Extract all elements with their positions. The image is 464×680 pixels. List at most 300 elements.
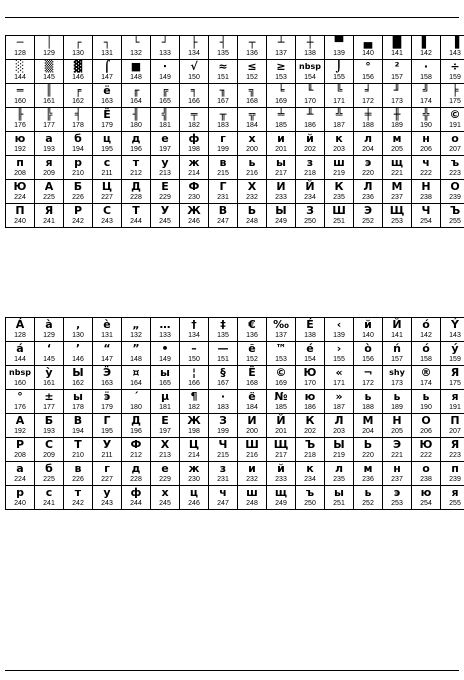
char-glyph: у (103, 486, 111, 499)
char-cell (354, 414, 383, 438)
char-code: 176 (14, 404, 26, 411)
char-code: 192 (14, 146, 26, 153)
char-cell (151, 318, 180, 342)
char-cell (441, 366, 464, 390)
char-cell (93, 108, 122, 132)
char-cell (325, 318, 354, 342)
char-code: 175 (449, 98, 461, 105)
char-glyph: Г (103, 414, 111, 427)
char-code: 159 (449, 356, 461, 363)
char-code: 174 (420, 380, 432, 387)
char-code: 139 (333, 50, 345, 57)
char-code: 213 (159, 452, 171, 459)
char-glyph: и (248, 462, 256, 475)
char-glyph: б (45, 462, 53, 475)
char-cell (122, 414, 151, 438)
char-cell (325, 36, 354, 60)
char-cell (383, 486, 412, 510)
char-code: 144 (14, 356, 26, 363)
char-code: 195 (101, 428, 113, 435)
char-glyph: к (335, 132, 343, 145)
char-code: 147 (101, 74, 113, 81)
char-glyph: Ю (419, 438, 433, 451)
char-code: 192 (14, 428, 26, 435)
table-row (6, 84, 464, 108)
char-code: 179 (101, 122, 113, 129)
char-glyph: п (451, 462, 459, 475)
char-glyph: ┌ (74, 36, 82, 49)
char-code: 212 (130, 170, 142, 177)
char-cell (35, 156, 64, 180)
char-cell (267, 366, 296, 390)
char-cell (238, 342, 267, 366)
char-code: 214 (188, 452, 200, 459)
char-code: 200 (246, 146, 258, 153)
char-glyph: ы (160, 366, 170, 379)
char-cell (354, 486, 383, 510)
char-code: 131 (101, 332, 113, 339)
char-glyph: О (421, 414, 431, 427)
char-cell (209, 390, 238, 414)
bottom-rule (5, 670, 459, 671)
char-glyph: л (363, 132, 373, 145)
char-cell (296, 390, 325, 414)
char-code: 191 (449, 122, 461, 129)
char-code: 138 (304, 332, 316, 339)
char-code: 248 (246, 500, 258, 507)
char-code: 172 (362, 380, 374, 387)
char-code: 162 (72, 380, 84, 387)
char-code: 253 (391, 500, 403, 507)
char-cell (296, 414, 325, 438)
char-glyph: ╣ (161, 108, 169, 121)
char-code: 170 (304, 98, 316, 105)
char-code: 173 (391, 98, 403, 105)
char-cell (325, 180, 354, 204)
char-glyph: Д (131, 414, 141, 427)
char-glyph: Я (450, 366, 460, 379)
char-code: 144 (14, 74, 26, 81)
char-code: 235 (333, 194, 345, 201)
char-code: 218 (304, 452, 316, 459)
char-glyph: У (160, 204, 170, 217)
char-glyph: ▄ (363, 36, 373, 49)
char-glyph: Ч (218, 438, 228, 451)
char-glyph: ™ (275, 342, 287, 355)
char-glyph: ý (451, 342, 459, 355)
char-cell (354, 108, 383, 132)
table-row (6, 36, 464, 60)
char-code: 142 (420, 332, 432, 339)
char-glyph: √ (190, 60, 198, 73)
char-code: 185 (275, 404, 287, 411)
char-cell (383, 36, 412, 60)
char-code: 166 (188, 98, 200, 105)
char-cell (180, 462, 209, 486)
char-code: 237 (391, 476, 403, 483)
char-cell (354, 204, 383, 228)
char-glyph: ы (276, 156, 286, 169)
char-code: 209 (43, 452, 55, 459)
char-cell (93, 60, 122, 84)
char-cell (354, 438, 383, 462)
char-cell (441, 156, 464, 180)
char-glyph: э (364, 156, 372, 169)
char-code: 128 (14, 50, 26, 57)
char-cell (122, 366, 151, 390)
char-cell (180, 366, 209, 390)
char-cell (238, 84, 267, 108)
char-cell (238, 156, 267, 180)
char-cell (267, 462, 296, 486)
char-code: 250 (304, 218, 316, 225)
char-cell (64, 204, 93, 228)
char-code: 253 (391, 218, 403, 225)
char-glyph: Б (44, 414, 54, 427)
char-glyph: ╘ (277, 84, 285, 97)
char-code: 208 (14, 452, 26, 459)
char-code: 134 (188, 50, 200, 57)
char-glyph: й (277, 462, 285, 475)
char-code: 199 (217, 428, 229, 435)
char-code: 216 (246, 452, 258, 459)
char-cell (209, 156, 238, 180)
char-glyph: Ъ (449, 204, 461, 217)
char-code: 234 (304, 476, 316, 483)
char-code: 213 (159, 170, 171, 177)
char-code: 201 (275, 428, 287, 435)
char-glyph: ╓ (132, 84, 140, 97)
char-cell (238, 462, 267, 486)
char-code: 175 (449, 380, 461, 387)
char-cell (441, 132, 464, 156)
char-code: 146 (72, 356, 84, 363)
char-code: 156 (362, 74, 374, 81)
char-code: 130 (72, 332, 84, 339)
char-cell (35, 84, 64, 108)
char-code: 146 (72, 74, 84, 81)
char-glyph: ╢ (132, 108, 140, 121)
char-cell (441, 462, 464, 486)
char-cell (180, 342, 209, 366)
char-code: 201 (275, 146, 287, 153)
char-glyph: т (74, 486, 82, 499)
char-cell (441, 36, 464, 60)
char-glyph: ╬ (422, 108, 430, 121)
char-cell (383, 414, 412, 438)
char-cell (412, 156, 441, 180)
char-code: 221 (391, 170, 403, 177)
char-cell (64, 132, 93, 156)
char-cell (64, 366, 93, 390)
char-cell (209, 180, 238, 204)
char-code: 228 (130, 194, 142, 201)
char-glyph: й (364, 318, 372, 331)
char-cell (296, 462, 325, 486)
char-code: 189 (391, 122, 403, 129)
char-glyph: Э (363, 204, 373, 217)
char-code: 168 (246, 98, 258, 105)
char-glyph: ó (422, 318, 430, 331)
char-cell (35, 108, 64, 132)
char-glyph: х (248, 132, 256, 145)
char-code: 231 (217, 194, 229, 201)
char-glyph: • (161, 342, 169, 355)
char-cell (354, 180, 383, 204)
char-glyph: Е (161, 180, 169, 193)
char-glyph: ╝ (422, 84, 430, 97)
char-code: 237 (391, 194, 403, 201)
char-code: 222 (420, 170, 432, 177)
char-glyph: § (220, 366, 226, 379)
char-cell (441, 180, 464, 204)
char-glyph: Ф (188, 180, 200, 193)
char-code: 174 (420, 98, 432, 105)
char-cell (325, 204, 354, 228)
char-cell (441, 60, 464, 84)
char-cell (180, 156, 209, 180)
char-code: 219 (333, 170, 345, 177)
char-cell (209, 462, 238, 486)
char-glyph: ф (188, 132, 200, 145)
char-code: 230 (188, 476, 200, 483)
char-glyph: з (219, 462, 227, 475)
char-glyph: Д (131, 180, 141, 193)
char-glyph: Ш (332, 204, 346, 217)
char-code: 190 (420, 404, 432, 411)
char-glyph: ь (364, 390, 372, 403)
char-code: 147 (101, 356, 113, 363)
char-glyph: ь (248, 156, 256, 169)
char-glyph: й (306, 132, 314, 145)
char-glyph: Й (276, 414, 286, 427)
char-cell (6, 486, 35, 510)
char-cell (325, 108, 354, 132)
char-cell (35, 36, 64, 60)
char-code: 134 (188, 332, 200, 339)
char-glyph: Р (15, 438, 25, 451)
char-glyph: ▐ (450, 36, 460, 49)
char-cell (296, 204, 325, 228)
char-code: 254 (420, 500, 432, 507)
char-cell (151, 36, 180, 60)
char-code: 149 (159, 356, 171, 363)
char-code: 136 (246, 50, 258, 57)
char-glyph: ю (14, 132, 26, 145)
table-row (6, 462, 464, 486)
char-code: 225 (43, 194, 55, 201)
char-glyph: ë (248, 390, 256, 403)
table-row (6, 132, 464, 156)
char-cell (122, 390, 151, 414)
char-cell (93, 36, 122, 60)
char-code: 198 (188, 428, 200, 435)
char-code: 183 (217, 122, 229, 129)
char-cell (180, 414, 209, 438)
char-cell (93, 180, 122, 204)
char-glyph: █ (392, 36, 402, 49)
char-glyph: р (74, 156, 82, 169)
char-cell (209, 342, 238, 366)
char-cell (180, 390, 209, 414)
char-code: 155 (333, 356, 345, 363)
char-glyph: ░ (15, 60, 25, 73)
char-glyph: € (248, 318, 256, 331)
char-cell (412, 390, 441, 414)
char-code: 195 (101, 146, 113, 153)
char-glyph: ╒ (74, 84, 82, 97)
char-cell (267, 342, 296, 366)
char-code: 194 (72, 428, 84, 435)
char-code: 203 (333, 146, 345, 153)
char-code: 150 (188, 74, 200, 81)
char-code: 242 (72, 218, 84, 225)
char-glyph: Н (421, 180, 431, 193)
char-glyph: ╤ (190, 108, 198, 121)
char-cell (267, 486, 296, 510)
char-glyph: ╕ (190, 84, 198, 97)
char-cell (35, 366, 64, 390)
char-code: 241 (43, 500, 55, 507)
char-glyph: Э (392, 438, 402, 451)
char-cell (35, 60, 64, 84)
char-glyph: ‰ (273, 318, 289, 331)
char-code: 169 (275, 380, 287, 387)
char-code: 164 (130, 98, 142, 105)
char-code: 239 (449, 194, 461, 201)
char-cell (441, 342, 464, 366)
char-glyph: Й (392, 318, 402, 331)
char-code: 234 (304, 194, 316, 201)
char-cell (325, 462, 354, 486)
char-cell (6, 132, 35, 156)
table-row (6, 156, 464, 180)
char-cell (383, 318, 412, 342)
char-glyph: И (247, 414, 257, 427)
char-glyph: ⌠ (103, 60, 111, 73)
char-glyph: о (451, 132, 459, 145)
char-glyph: ╩ (335, 108, 343, 121)
char-glyph: ¶ (190, 390, 198, 403)
char-cell (383, 462, 412, 486)
char-cell (93, 462, 122, 486)
char-glyph: ╪ (364, 108, 372, 121)
char-code: 153 (275, 74, 287, 81)
char-code: 154 (304, 356, 316, 363)
char-cell (122, 60, 151, 84)
char-code: 141 (391, 50, 403, 57)
char-code: 239 (449, 476, 461, 483)
char-code: 244 (130, 500, 142, 507)
char-cell (64, 438, 93, 462)
char-glyph: › (336, 342, 342, 355)
char-code: 158 (420, 356, 432, 363)
char-code: 221 (391, 452, 403, 459)
char-cell (238, 36, 267, 60)
char-cell (151, 204, 180, 228)
char-glyph: ▀ (334, 36, 344, 49)
char-code: 130 (72, 50, 84, 57)
char-cell (6, 366, 35, 390)
char-code: 222 (420, 452, 432, 459)
char-glyph: ╨ (306, 108, 314, 121)
table-row (6, 414, 464, 438)
char-cell (180, 318, 209, 342)
char-glyph: ¦ (191, 366, 197, 379)
char-cell (238, 390, 267, 414)
char-code: 206 (420, 146, 432, 153)
char-glyph: Ы (72, 366, 84, 379)
char-cell (93, 366, 122, 390)
char-code: 207 (449, 146, 461, 153)
char-glyph: Ë (248, 366, 256, 379)
char-cell (383, 438, 412, 462)
char-glyph: ─ (16, 36, 24, 49)
char-code: 211 (101, 452, 113, 459)
char-cell (93, 132, 122, 156)
char-code: 214 (188, 170, 200, 177)
char-cell (296, 84, 325, 108)
char-glyph: В (218, 204, 228, 217)
char-cell (35, 132, 64, 156)
char-code: 233 (275, 194, 287, 201)
char-glyph: ≈ (218, 60, 228, 73)
char-code: 211 (101, 170, 113, 177)
char-code: 212 (130, 452, 142, 459)
char-cell (180, 132, 209, 156)
char-code: 188 (362, 122, 374, 129)
char-cell (412, 180, 441, 204)
char-cell (354, 318, 383, 342)
char-code: 190 (420, 122, 432, 129)
char-code: 204 (362, 146, 374, 153)
char-code: 163 (101, 98, 113, 105)
char-code: 255 (449, 218, 461, 225)
char-cell (180, 60, 209, 84)
char-cell (64, 36, 93, 60)
table-row (6, 204, 464, 228)
char-glyph: ╦ (248, 108, 256, 121)
table-row (6, 486, 464, 510)
char-code: 142 (420, 50, 432, 57)
char-cell (151, 156, 180, 180)
char-cell (296, 318, 325, 342)
char-code: 217 (275, 452, 287, 459)
char-glyph: ‹ (336, 318, 342, 331)
char-cell (441, 414, 464, 438)
char-cell (441, 318, 464, 342)
char-code: 167 (217, 98, 229, 105)
char-glyph: ò (364, 342, 372, 355)
char-code: 196 (130, 428, 142, 435)
char-code: 148 (130, 356, 142, 363)
char-cell (6, 108, 35, 132)
char-glyph: … (159, 318, 171, 331)
char-cell (383, 366, 412, 390)
char-code: 246 (188, 500, 200, 507)
char-cell (441, 486, 464, 510)
char-glyph: ° (365, 60, 371, 73)
char-glyph: ╚ (335, 84, 343, 97)
char-glyph: ё (103, 84, 111, 97)
char-code: 161 (43, 380, 55, 387)
char-glyph: м (363, 462, 373, 475)
char-code: 162 (72, 98, 84, 105)
char-cell (6, 390, 35, 414)
char-glyph: » (335, 390, 343, 403)
char-code: 204 (362, 428, 374, 435)
char-code: 223 (449, 452, 461, 459)
